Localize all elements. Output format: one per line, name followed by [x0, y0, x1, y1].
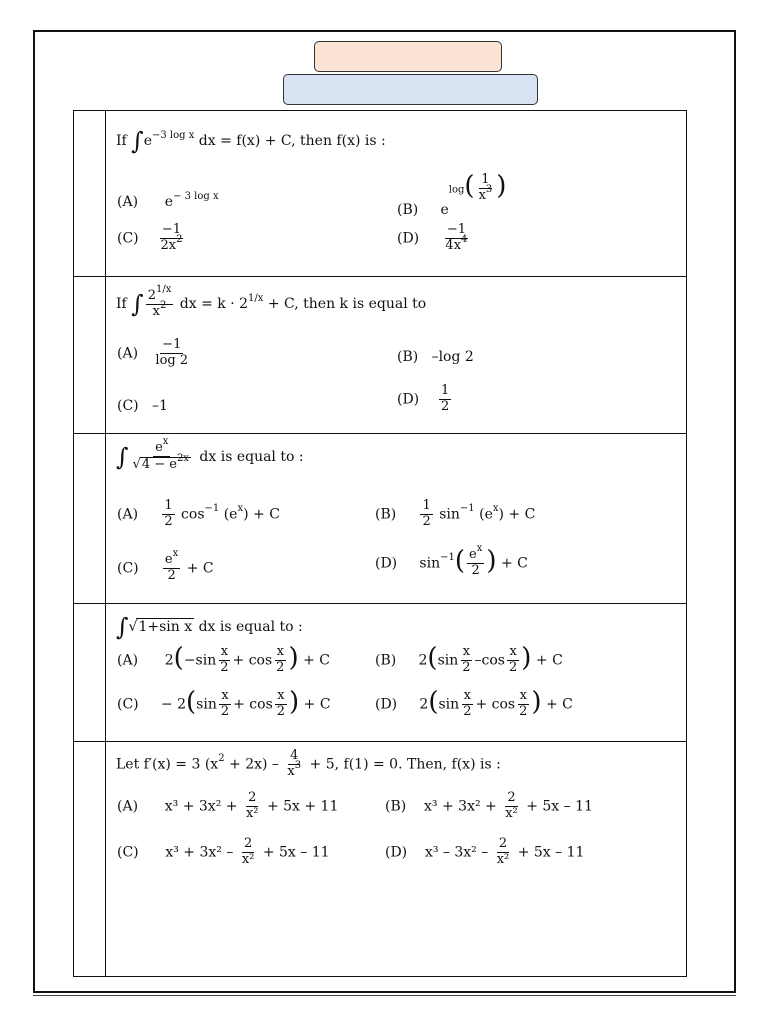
q4-option-a: (A) 2(−sin $\frac{x}{2}$ + cos $\frac{x}{2}$ ) + C [117, 643, 330, 675]
question-table [73, 110, 687, 977]
q3-option-d: (D) $\sin^{-1}$( $\frac{e^x}{2}$ ) + C [375, 543, 528, 578]
question-row-1 [74, 111, 686, 277]
q5-option-d: (D) x³ – 3x² – $\frac{2}{\text{x²}}$ + 5x – 11 [385, 836, 585, 867]
q4-option-c: (C) − 2(sin $\frac{x}{2}$ + cos $\frac{x}{2}$ ) + C [117, 687, 331, 719]
q2-option-a: (A) $\frac{-1}{\log 2}$ [117, 337, 189, 368]
q1-option-b: (B) elog( $\frac{1}{x^3}$ ) [397, 171, 507, 219]
question-4-stem: ∫√1+sin x dx is equal to : [116, 613, 303, 641]
q3-option-c: (C) $\frac{e^x}{2}$ + C [117, 548, 214, 583]
question-5-stem: Let f′(x) = 3 $(x^2 + 2x)$ – $\frac{4}{x^3}$ + 5, f(1) = 0. Then, f(x) is : [116, 748, 501, 779]
question-3-stem: ∫ $\frac{e^x}{√4 - e^{2x}}$ dx is equal to : [116, 436, 304, 472]
question-row-5 [74, 741, 686, 977]
page-bottom-rule [33, 995, 736, 996]
q2-option-c: (C) –1 [117, 398, 168, 414]
q3-option-b: (B) $\frac{1}{2}$ $\sin^{-1} (e^x) + C$ [375, 498, 536, 529]
question-1-stem: If $\int e^{-3 log x}$ dx = f(x) + C, then f(x) is : [116, 127, 386, 155]
q5-option-b: (B) x³ + 3x² + $\frac{2}{\text{x²}}$ + 5x – 11 [385, 790, 593, 821]
question-row-3 [74, 433, 686, 604]
q2-option-b: (B) –log 2 [397, 349, 474, 365]
question-row-4 [74, 603, 686, 742]
header-banner-bottom [283, 74, 538, 105]
q2-option-d: (D) $\frac{1}{2}$ [397, 383, 450, 414]
q1-option-c: (C) $\frac{-1}{2x^2}$ [117, 222, 183, 253]
q4-option-b: (B) 2(sin $\frac{x}{2}$ –cos $\frac{x}{2}$ ) + C [375, 643, 563, 675]
q1-option-a: (A) $e^{- 3 log x}$ [117, 191, 219, 210]
q5-option-c: (C) x³ + 3x² – $\frac{2}{\text{x²}}$ + 5x – 11 [117, 836, 330, 867]
q4-option-d: (D) 2(sin $\frac{x}{2}$ + cos $\frac{x}{2}$ ) + C [375, 687, 573, 719]
header-banner-top [314, 41, 502, 72]
q3-option-a: (A) $\frac{1}{2}$ $\cos^{-1} (e^x) + C$ [117, 498, 280, 529]
q5-option-a: (A) x³ + 3x² + $\frac{2}{\text{x²}}$ + 5x + 11 [117, 790, 339, 821]
q1-option-d: (D) $\frac{-1}{4x^4}$ [397, 222, 468, 253]
question-2-stem: If ∫ $\frac{2^{1/x}}{x^2}$ dx = $k \cdot 2^{1/x} + C$, then k is equal to [116, 283, 427, 319]
question-row-2 [74, 276, 686, 434]
